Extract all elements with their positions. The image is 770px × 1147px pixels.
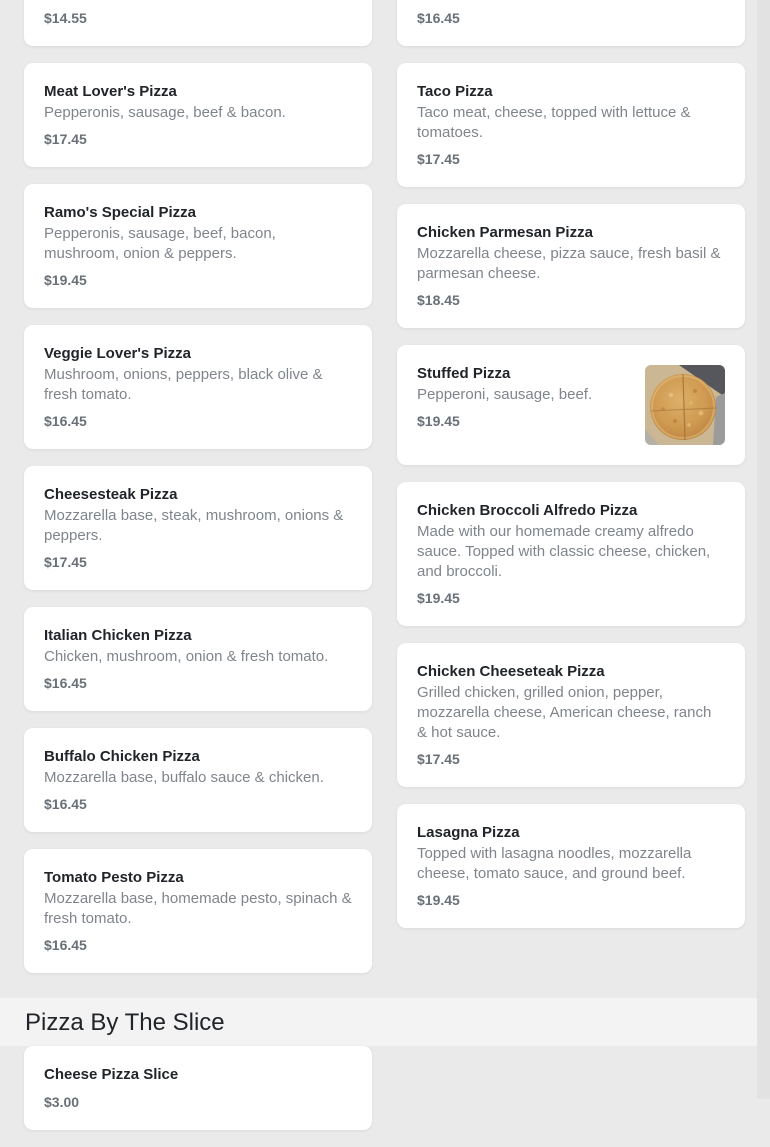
menu-item-lasagna-pizza[interactable] <box>397 804 745 928</box>
item-description: Mozzarella base, steak, mushroom, onions & peppers. <box>44 507 344 544</box>
item-price: $19.45 <box>44 272 87 288</box>
item-description: Taco meat, cheese, topped with lettuce & tomatoes. <box>417 104 691 141</box>
stuffed-pizza-photo <box>645 365 725 445</box>
item-description <box>417 0 725 2</box>
menu-item-partial-top-right[interactable] <box>397 0 745 46</box>
item-name: Tomato Pesto Pizza <box>44 869 184 886</box>
item-price: $18.45 <box>417 292 460 308</box>
menu-item-chicken-broccoli-alfredo-pizza[interactable] <box>397 482 745 626</box>
section-heading: Pizza By The Slice <box>25 1009 225 1036</box>
item-description: Chicken, mushroom, onion & fresh tomato. <box>44 648 329 665</box>
item-price: $17.45 <box>417 751 460 767</box>
menu-item-cheesesteak-pizza[interactable] <box>24 466 372 590</box>
item-name: Chicken Parmesan Pizza <box>417 224 593 241</box>
item-description: Mozzarella cheese, pizza sauce, fresh basil & parmesan cheese. <box>417 245 721 282</box>
item-price: $16.45 <box>44 675 87 691</box>
menu-item-stuffed-pizza[interactable] <box>397 345 745 465</box>
item-name: Cheese Pizza Slice <box>44 1066 179 1083</box>
item-price: $3.00 <box>44 1094 80 1110</box>
item-description <box>44 0 352 2</box>
menu-item-buffalo-chicken-pizza[interactable] <box>24 728 372 832</box>
item-name: Lasagna Pizza <box>417 824 520 841</box>
item-price: $17.45 <box>44 554 87 570</box>
item-description: Mozzarella base, buffalo sauce & chicken. <box>44 769 324 786</box>
item-description: Pepperonis, sausage, beef & bacon. <box>44 104 286 121</box>
menu-item-taco-pizza[interactable] <box>397 63 745 187</box>
menu-item-italian-chicken-pizza[interactable] <box>24 607 372 711</box>
section-header-pizza-by-the-slice <box>0 998 757 1046</box>
menu-column-left <box>24 0 372 990</box>
item-name: Taco Pizza <box>417 83 493 100</box>
item-price: $19.45 <box>417 413 460 429</box>
item-price: $19.45 <box>417 590 460 606</box>
menu-column-right <box>397 0 745 990</box>
menu-item-veggie-lovers-pizza[interactable] <box>24 325 372 449</box>
item-price: $17.45 <box>44 131 87 147</box>
slice-column-left <box>24 1046 372 1147</box>
menu-item-cheese-pizza-slice[interactable] <box>24 1046 372 1130</box>
item-description: Mozzarella base, homemade pesto, spinach & fresh tomato. <box>44 890 352 927</box>
item-name: Meat Lover's Pizza <box>44 83 177 100</box>
menu-item-meat-lovers-pizza[interactable] <box>24 63 372 167</box>
menu-item-chicken-parmesan-pizza[interactable] <box>397 204 745 328</box>
menu-item-chicken-cheeseteak-pizza[interactable] <box>397 643 745 787</box>
item-name: Veggie Lover's Pizza <box>44 345 191 362</box>
item-description: Topped with lasagna noodles, mozzarella cheese, tomato sauce, and ground beef. <box>417 845 692 882</box>
item-price: $19.45 <box>417 892 460 908</box>
item-price: $16.45 <box>44 796 87 812</box>
menu-item-tomato-pesto-pizza[interactable] <box>24 849 372 973</box>
menu-item-ramos-special-pizza[interactable] <box>24 184 372 308</box>
scrollbar-track[interactable] <box>757 0 770 1099</box>
item-price: $16.45 <box>44 413 87 429</box>
item-name: Cheesesteak Pizza <box>44 486 178 503</box>
item-name: Ramo's Special Pizza <box>44 204 196 221</box>
item-description: Pepperonis, sausage, beef, bacon, mushroom, onion & peppers. <box>44 225 276 262</box>
item-description: Grilled chicken, grilled onion, pepper, mozzarella cheese, American cheese, ranch & hot sauce. <box>417 684 712 741</box>
item-name: Stuffed Pizza <box>417 365 511 382</box>
menu-grid-slices <box>0 1046 757 1147</box>
item-description: Pepperoni, sausage, beef. <box>417 386 593 403</box>
item-name: Chicken Cheeseteak Pizza <box>417 663 605 680</box>
item-name: Chicken Broccoli Alfredo Pizza <box>417 502 638 519</box>
item-price: $14.55 <box>44 10 87 26</box>
item-description: Made with our homemade creamy alfredo sauce. Topped with classic cheese, chicken, and broccoli. <box>417 523 711 580</box>
item-name: Buffalo Chicken Pizza <box>44 748 200 765</box>
item-price: $17.45 <box>417 151 460 167</box>
item-name: Italian Chicken Pizza <box>44 627 192 644</box>
item-price: $16.45 <box>44 937 87 953</box>
item-price: $16.45 <box>417 10 460 26</box>
item-description: Mushroom, onions, peppers, black olive & fresh tomato. <box>44 366 323 403</box>
menu-item-partial-top-left[interactable] <box>24 0 372 46</box>
